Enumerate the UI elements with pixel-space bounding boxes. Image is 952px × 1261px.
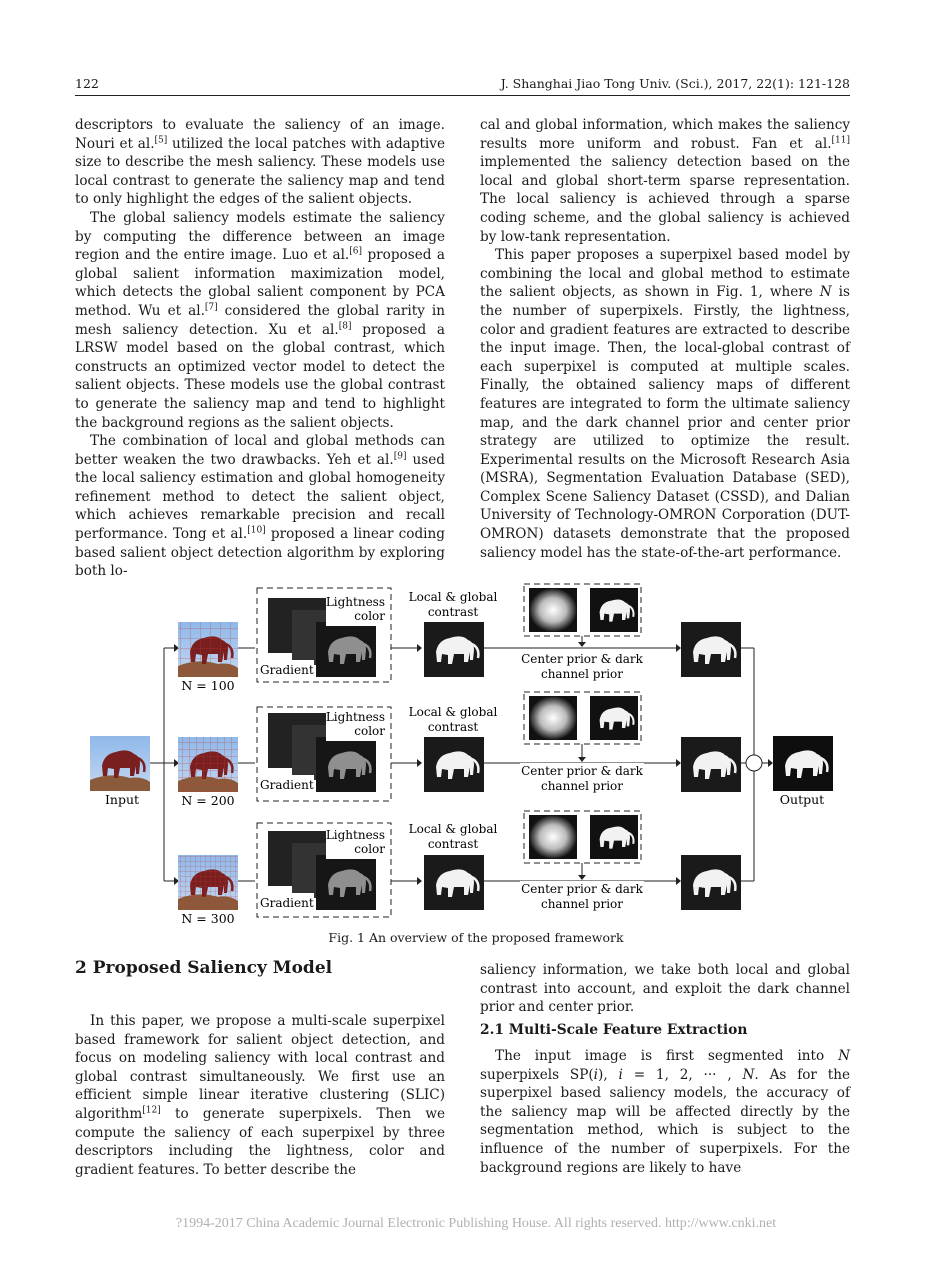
text-run: cal and global information, which makes the saliency results more uniform and robust. Fan et al. [480, 117, 850, 152]
text-run: In this paper, we propose a multi-scale superpixel based framework for salient object detection, and focus on modeling saliency with local contrast and global contrast simultaneously. We first use an efficient simple linear iterative clustering (SLIC) algorithm [75, 1013, 445, 1122]
right-column-bottom-1 [480, 961, 850, 1017]
text-run: proposed a linear coding based salient object detection algorithm by exploring both lo- [75, 526, 445, 580]
lightness-label: Lightness [325, 710, 385, 724]
paragraph [480, 1047, 850, 1177]
text-run: The combination of local and global methods can better weaken the two drawbacks. Yeh et al. [75, 433, 445, 468]
journal-header: J. Shanghai Jiao Tong Univ. (Sci.), 2017, 22(1): 121-128 [500, 76, 850, 91]
math-symbol: N [742, 1066, 755, 1083]
text-run: proposed a global salient information maximization model, which detects the global salient component by PCA method. Wu et al. [75, 247, 445, 319]
color-label: color [354, 724, 385, 738]
superpixel-count-label: N = 200 [181, 793, 235, 808]
right-column-bottom-2 [480, 1047, 850, 1177]
paragraph [75, 209, 445, 432]
prior-label-line2: channel prior [540, 667, 624, 681]
text-run: superpixels SP( [480, 1066, 594, 1083]
text-run: saliency information, we take both local and global contrast into account, and exploit the dark channel prior and center prior. [480, 962, 850, 1016]
color-label: color [354, 842, 385, 856]
citation: [9] [393, 451, 407, 462]
superpixel-count-label: N = 100 [181, 678, 235, 693]
text-run: descriptors to evaluate the saliency of an image. Nouri et al. [75, 117, 445, 152]
gradient-label: Gradient [260, 896, 314, 910]
text-run: This paper proposes a superpixel based model by combining the local and global method to estimate the salient objects, as shown in Fig. 1, where [480, 247, 850, 301]
lightness-label: Lightness [325, 595, 385, 609]
contrast-label-line2: contrast [427, 605, 479, 619]
text-run: to generate superpixels. Then we compute the saliency of each superpixel by three descriptors including the lightness, color and gradient features. To better describe the [75, 1105, 445, 1178]
center-prior-map [529, 815, 577, 859]
paragraph [75, 116, 445, 209]
figure-1 [0, 578, 952, 948]
text-run: considered the global rarity in mesh saliency detection. Xu et al. [75, 302, 445, 338]
citation: [12] [142, 1105, 161, 1116]
math-symbol: i [618, 1066, 623, 1083]
prior-label-line2: channel prior [540, 897, 624, 911]
text-run: is the number of superpixels. Firstly, the lightness, color and gradient features are extracted to describe the input image. Then, the local-global contrast of each superpixel is computed at multiple scales. Finally, the obtained saliency maps of different features are integrated to form the ultimate saliency map, and the dark channel prior and center prior strategy are utilized to optimize the result. Experimental results on the Microsoft Research Asia (MSRA), Segmentation Evaluation Database (SED), Complex Scene Saliency Dataset (CSSD), and Dalian University of Technology-OMRON Corporation (DUT-OMRON) datasets demonstrate that the proposed saliency model has the state-of-the-art performance. [480, 284, 850, 561]
input-label: Input [104, 792, 140, 807]
left-column-bottom [75, 1012, 445, 1179]
contrast-label-line2: contrast [427, 837, 479, 851]
fusion-node [746, 755, 762, 771]
math-symbol: N [838, 1048, 850, 1064]
citation: [7] [204, 302, 218, 313]
gradient-label: Gradient [260, 663, 314, 677]
page-number: 122 [75, 76, 99, 91]
math-symbol: N [819, 284, 832, 301]
color-label: color [354, 609, 385, 623]
paragraph [75, 432, 445, 581]
citation: [11] [831, 135, 850, 146]
prior-label-line1: Center prior & dark [521, 652, 643, 666]
output-label: Output [779, 792, 825, 807]
contrast-label-line1: Local & global [408, 705, 498, 719]
paragraph [480, 116, 850, 246]
text-run: . As for the superpixel based saliency models, the accuracy of the saliency map will be affected directly by the segmentation method, which is subject to the influence of the number of superpixels. For the background regions are likely to have [480, 1066, 851, 1176]
branch-row-200 [178, 692, 741, 808]
paragraph [480, 961, 850, 1017]
center-prior-map [529, 588, 577, 632]
text-run: The input image is first segmented into [495, 1048, 839, 1064]
text-run: utilized the local patches with adaptive size to describe the mesh saliency. These models use local contrast to generate the saliency map and tend to only highlight the edges of the salient objects. [75, 135, 445, 208]
text-run: used the local saliency estimation and global homogeneity refinement method to detect the salient object, which achieves remarkable precision and recall performance. Tong et al. [75, 451, 445, 543]
left-column-top [75, 116, 445, 581]
paragraph [75, 1012, 445, 1179]
lightness-label: Lightness [325, 828, 385, 842]
citation: [10] [247, 525, 266, 536]
prior-label-line1: Center prior & dark [521, 764, 643, 778]
center-prior-map [529, 696, 577, 740]
contrast-label-line2: contrast [427, 720, 479, 734]
text-run: implemented the saliency detection based on the local and global short-term sparse representation. The local saliency is achieved through a sparse coding scheme, and the global saliency is achieved by low-tank representation. [480, 154, 850, 245]
citation: [6] [349, 246, 363, 257]
text-run: ), [598, 1066, 619, 1083]
text-run: = 1, 2, ··· , [622, 1066, 743, 1083]
prior-label-line2: channel prior [540, 779, 624, 793]
gradient-label: Gradient [260, 778, 314, 792]
prior-label-line1: Center prior & dark [521, 882, 643, 896]
citation: [5] [154, 135, 168, 146]
text-run: The global saliency models estimate the saliency by computing the difference between an image region and the entire image. Luo et al. [75, 209, 445, 264]
section-title: 2 Proposed Saliency Model [75, 958, 333, 978]
paragraph [480, 246, 850, 562]
contrast-label-line1: Local & global [408, 822, 498, 836]
contrast-label-line1: Local & global [408, 590, 498, 604]
citation: [8] [338, 321, 352, 331]
superpixel-count-label: N = 300 [181, 911, 235, 926]
branch-row-300 [178, 811, 741, 926]
input-image [90, 736, 150, 791]
branch-row-100 [178, 584, 741, 693]
math-symbol: i [593, 1066, 599, 1083]
subsection-title: 2.1 Multi-Scale Feature Extraction [480, 1022, 748, 1038]
text-run: proposed a LRSW model based on the global contrast, which constructs an optimized vector model to detect the salient objects. These models use the global contrast to generate the saliency map and tend to highlight the background regions as the salient objects. [75, 321, 445, 431]
figure-caption: Fig. 1 An overview of the proposed framework [328, 930, 624, 945]
copyright-footer: ?1994-2017 China Academic Journal Electronic Publishing House. All rights reserved. http://www.cnki.net [175, 1216, 777, 1231]
header-rule [75, 95, 850, 96]
right-column-top [480, 116, 850, 562]
